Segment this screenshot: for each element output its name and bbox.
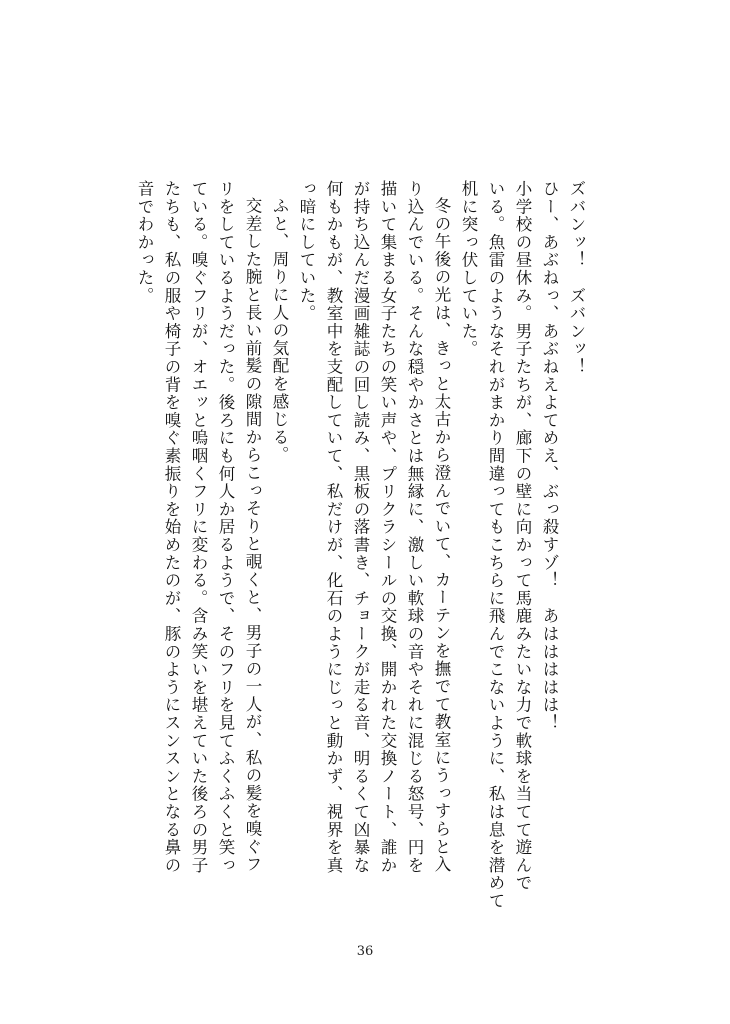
text-line-4: いる。魚雷のようなそれがまかり間違ってもこちらに飛んでこないように、私は息を潜めて (486, 180, 505, 910)
page-number: 36 (356, 944, 374, 959)
paragraph-winter-light: 冬の午後の光は、きっと太古から澄んでいて、カーテンを撫でて教室にうっすらと入り込んでいる。そんな穏やかさとは無縁に、激しい軟球の音やそれに混じる怒号、円を描いて集まる女子たちの笑い声や、プリクラシールの交換、開かれた交換ノート、誰かが持ち込んだ漫画雑誌の回し読み、黒板の落書き、チョークが走る音、明るくて凶暴な何もかもが、教室中を支配していて、私だけが、化石のようにじっと動かず、視界を真っ暗にしていた。 (297, 180, 451, 875)
text-line-2: ひー、あぶねっ、あぶねえよてめえ、ぶっ殺すゾ！ あははははは！ (540, 180, 559, 732)
vertical-text-body (135, 180, 590, 910)
text-line-5: 机に突っ伏していた。 (459, 180, 478, 358)
paragraph-boys-sniffing: 交差した腕と長い前髪の隙間からこっそりと覗くと、男子の一人が、私の髪を嗅ぐフリをしているようだった。後ろにも何人か居るようで、そのフリを見てふくふくと笑っている。嗅ぐフリが、オエッと嗚咽くフリに変わる。含み笑いを堪えていた後ろの男子たちも、私の服や椅子の背を嗅ぐ素振りを始めたのが、豚のようにスンスンとなる鼻の音でわかった。 (135, 180, 262, 875)
paragraph-presence: ふと、周りに人の気配を感じる。 (270, 196, 289, 464)
text-line-3: 小学校の昼休み。男子たちが、廊下の壁に向かって馬鹿みたいな力で軟球を当てて遊んで (513, 180, 532, 892)
text-line-1: ズバンッ！ ズバンッ！ (567, 180, 586, 376)
